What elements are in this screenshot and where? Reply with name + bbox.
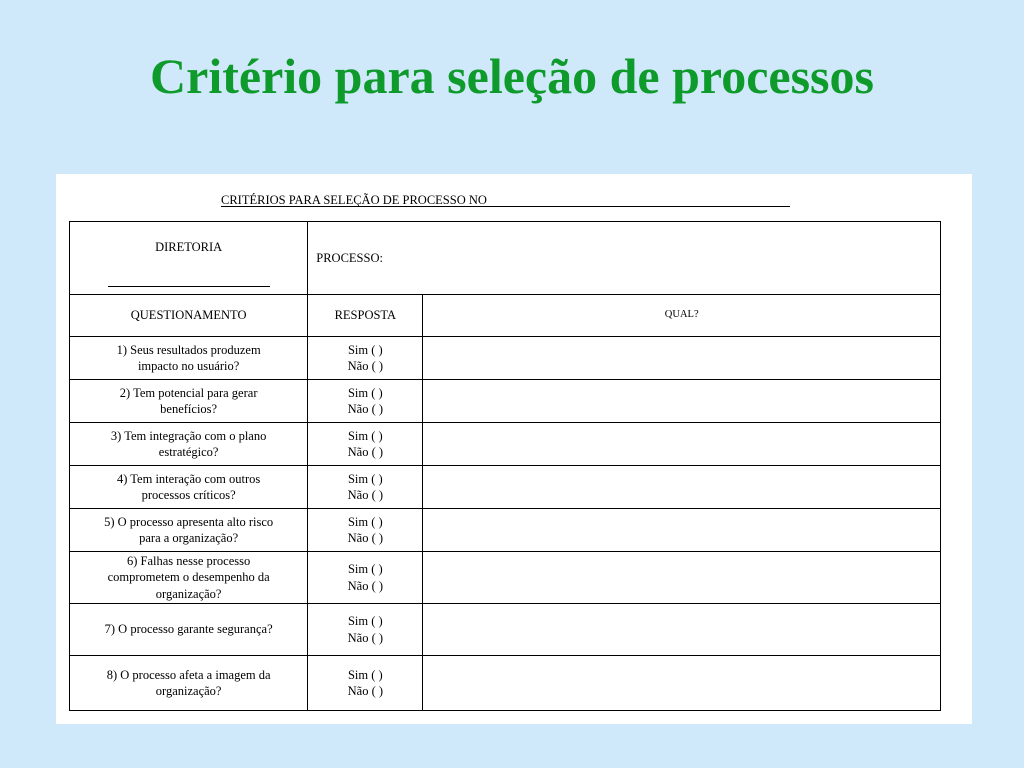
yes-option[interactable]: Sim ( ) [347,667,383,682]
column-header-answer: RESPOSTA [308,295,423,337]
which-field[interactable] [423,380,941,423]
question-text [70,604,308,656]
question-text [70,337,308,380]
column-header-which: QUAL? [423,295,941,337]
diretoria-blank-line[interactable] [108,286,270,287]
no-option[interactable]: Não ( ) [347,488,384,502]
question-line: estratégico? [158,445,219,459]
which-field[interactable] [423,604,941,656]
answer-options [308,337,423,380]
question-line: processos críticos? [141,488,236,502]
criteria-table [69,221,941,711]
no-option[interactable]: Não ( ) [347,630,384,645]
question-row [70,604,941,656]
which-field[interactable] [423,656,941,711]
question-text [70,656,308,711]
form-heading-text: CRITÉRIOS PARA SELEÇÃO DE PROCESSO NO [221,193,487,207]
question-line: para a organização? [139,531,239,545]
no-option[interactable]: Não ( ) [347,531,384,545]
yes-option[interactable]: Sim ( ) [347,471,383,486]
question-row [70,337,941,380]
question-line: 8) O processo afeta a imagem da [106,667,271,682]
column-header-question: QUESTIONAMENTO [70,295,308,337]
question-row [70,466,941,509]
answer-options [308,466,423,509]
no-option[interactable]: Não ( ) [347,578,384,593]
question-row [70,380,941,423]
question-line: benefícios? [160,402,218,416]
yes-option[interactable]: Sim ( ) [347,514,383,529]
column-header-row [70,295,941,337]
yes-option[interactable]: Sim ( ) [347,562,383,576]
question-row [70,509,941,552]
which-field[interactable] [423,552,941,604]
form-heading [221,192,487,208]
no-option[interactable]: Não ( ) [347,445,384,459]
question-line: 2) Tem potencial para gerar [119,385,258,400]
question-line: 4) Tem interação com outros [116,471,261,486]
question-text [70,552,308,604]
question-line: 6) Falhas nesse processo [127,553,251,568]
which-field[interactable] [423,466,941,509]
yes-option[interactable]: Sim ( ) [347,342,383,357]
heading-underline [221,206,790,207]
form-document [56,174,972,724]
answer-options [308,604,423,656]
no-option[interactable]: Não ( ) [347,359,384,373]
answer-options [308,509,423,552]
question-line: impacto no usuário? [137,359,240,373]
yes-option[interactable]: Sim ( ) [347,614,383,628]
yes-option[interactable]: Sim ( ) [347,385,383,400]
answer-options [308,423,423,466]
question-line: organização? [155,684,222,698]
question-line: 5) O processo apresenta alto risco [104,514,274,529]
question-row [70,656,941,711]
question-line: 7) O processo garante segurança? [104,622,273,637]
which-field[interactable] [423,509,941,552]
diretoria-label: DIRETORIA [155,240,223,254]
slide-title: Critério para seleção de processos [150,48,874,104]
no-option[interactable]: Não ( ) [347,402,384,416]
question-line: 1) Seus resultados produzem [116,342,261,357]
question-text [70,423,308,466]
processo-cell[interactable] [308,222,941,295]
which-field[interactable] [423,423,941,466]
no-option[interactable]: Não ( ) [347,684,384,698]
question-row [70,423,941,466]
question-line: organização? [155,586,222,601]
question-line: 3) Tem integração com o plano [110,428,267,443]
question-row [70,552,941,604]
yes-option[interactable]: Sim ( ) [347,428,383,443]
header-row [70,222,941,295]
answer-options [308,380,423,423]
question-text [70,380,308,423]
which-field[interactable] [423,337,941,380]
diretoria-cell[interactable] [70,222,308,295]
processo-label: PROCESSO: [316,250,383,265]
question-text [70,466,308,509]
question-line: comprometem o desempenho da [107,570,270,585]
answer-options [308,552,423,604]
answer-options [308,656,423,711]
question-text [70,509,308,552]
